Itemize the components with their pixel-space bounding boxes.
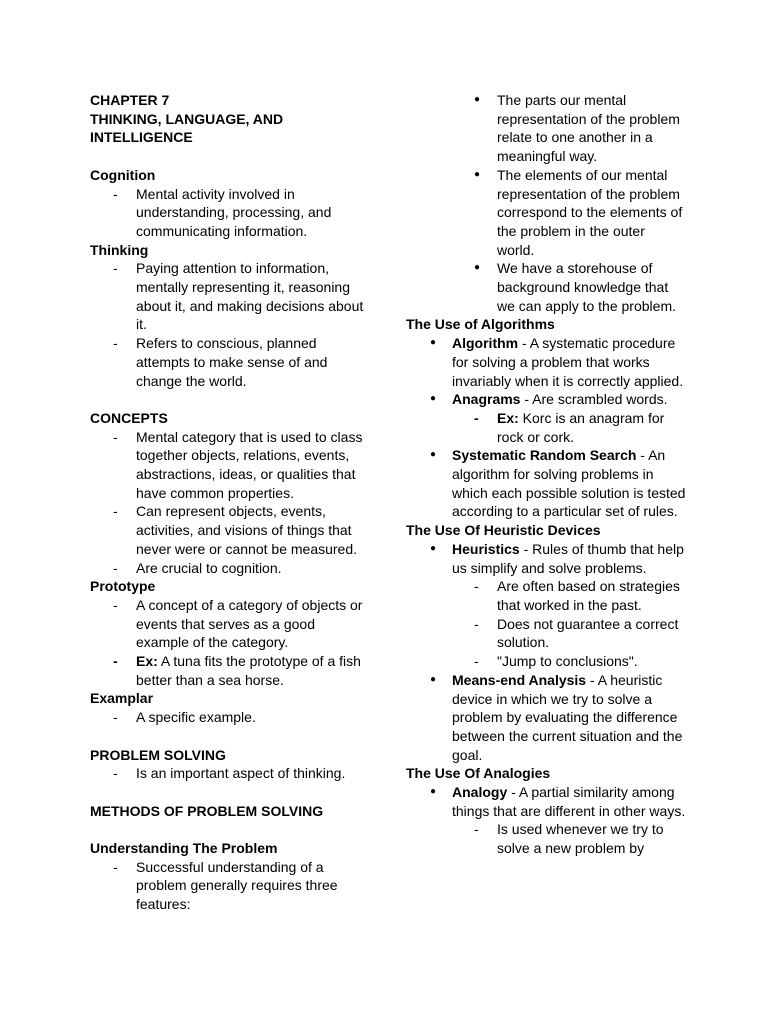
list-item (90, 559, 370, 578)
item-text: Mental activity involved in understanding, processing, and communicating information. (136, 185, 332, 239)
example-label: Ex: (136, 653, 158, 670)
term-systematic-random-search: Systematic Random Search (452, 447, 637, 464)
spacer (90, 147, 370, 166)
bullet-marker: ● (474, 168, 481, 180)
spacer (90, 820, 370, 839)
heading-algorithms: The Use of Algorithms (406, 316, 555, 333)
dash-marker: - (113, 709, 118, 726)
heading-heuristics: The Use Of Heuristic Devices (406, 522, 601, 539)
list-item (406, 671, 686, 765)
item-text: "Jump to conclusions". (497, 653, 638, 670)
spacer (90, 783, 370, 802)
list-item-example (406, 409, 686, 446)
dash-marker: - (113, 185, 118, 202)
list-item (406, 615, 686, 652)
list-item (406, 91, 686, 166)
bullet-marker: ● (430, 542, 437, 554)
item-text: A concept of a category of objects or events that serves as a good example of the category. (136, 596, 363, 651)
list-item (90, 185, 370, 241)
list-item (406, 540, 686, 577)
dash-marker: - (113, 428, 118, 445)
item-text: Are often based on strategies that worked in the past. (497, 578, 680, 613)
list-item (406, 652, 686, 671)
bullet-marker: ● (430, 786, 437, 798)
list-item (406, 820, 686, 857)
bullet-marker: ● (430, 337, 437, 349)
item-text: We have a storehouse of background knowledge that we can apply to the problem. (497, 260, 676, 314)
list-item (90, 764, 370, 783)
term-definition: - A systematic procedure for solving a problem that works invariably when it is correctly applied. (452, 335, 684, 389)
right-column (406, 91, 686, 858)
dash-marker: - (113, 260, 118, 277)
term-definition: - Rules of thumb that help us simplify and solve problems. (452, 540, 684, 576)
term-definition: - Are scrambled words. (520, 391, 668, 408)
chapter-title-line-2: INTELLIGENCE (90, 129, 193, 146)
dash-marker: - (474, 653, 479, 670)
bullet-marker: ● (430, 449, 437, 461)
dash-marker: - (474, 578, 479, 595)
list-item (90, 502, 370, 558)
bullet-marker: ● (430, 673, 437, 685)
list-item (90, 334, 370, 390)
dash-marker: - (113, 335, 118, 352)
left-column (90, 91, 370, 914)
term-means-end-analysis: Means-end Analysis (452, 671, 587, 688)
heading-examplar: Examplar (90, 690, 154, 707)
example-label: Ex: (497, 409, 519, 426)
item-text: Refers to conscious, planned attempts to make sense of and change the world. (136, 335, 328, 389)
item-text: Paying attention to information, mentally representing it, reasoning about it, and making decisions about it. (136, 260, 364, 333)
heading-thinking: Thinking (90, 241, 149, 258)
dash-marker: - (113, 653, 118, 670)
dash-marker: - (474, 615, 479, 632)
term-analogy: Analogy (452, 784, 508, 801)
item-text: Is used whenever we try to solve a new problem by (497, 821, 664, 857)
dash-marker: - (474, 821, 479, 838)
list-item (90, 596, 370, 652)
spacer (90, 727, 370, 746)
item-text: Mental category that is used to class together objects, relations, events, abstractions, ideas, or qualities that have common properties. (136, 428, 363, 501)
bullet-marker: ● (474, 262, 481, 274)
list-item (406, 166, 686, 260)
term-definition: - An algorithm for solving problems in which each possible solution is tested according to a particular set of rules. (452, 447, 686, 520)
list-item (406, 577, 686, 614)
heading-understanding: Understanding The Problem (90, 840, 278, 857)
heading-concepts: CONCEPTS (90, 409, 168, 426)
heading-methods: METHODS OF PROBLEM SOLVING (90, 802, 324, 819)
list-item (406, 390, 686, 409)
bullet-marker: ● (430, 393, 437, 405)
term-anagrams: Anagrams (452, 391, 521, 408)
example-text: A tuna fits the prototype of a fish better than a sea horse. (136, 653, 361, 688)
item-text: Does not guarantee a correct solution. (497, 615, 679, 651)
list-item (90, 259, 370, 334)
term-heuristics: Heuristics (452, 540, 520, 557)
term-definition: - A partial similarity among things that are different in other ways. (452, 784, 686, 819)
item-text: The elements of our mental representation of the problem correspond to the elements of the problem in the outer world. (497, 166, 683, 258)
dash-marker: - (474, 409, 479, 426)
item-text: A specific example. (136, 709, 256, 726)
item-text: Is an important aspect of thinking. (136, 765, 346, 782)
bullet-marker: ● (474, 94, 481, 105)
list-item (90, 428, 370, 503)
list-item (90, 708, 370, 727)
chapter-title-line-1: THINKING, LANGUAGE, AND (90, 110, 284, 127)
spacer (90, 390, 370, 409)
item-text: Can represent objects, events, activities, and visions of things that never were or cannot be measured. (136, 503, 358, 557)
dash-marker: - (113, 596, 118, 613)
heading-prototype: Prototype (90, 578, 156, 595)
list-item (406, 259, 686, 315)
example-text: Korc is an anagram for rock or cork. (497, 409, 665, 445)
term-algorithm: Algorithm (452, 335, 519, 352)
list-item (406, 783, 686, 820)
item-text: Are crucial to cognition. (136, 559, 282, 576)
list-item (406, 446, 686, 521)
term-definition: - A heuristic device in which we try to solve a problem by evaluating the difference between the current situation and the goal. (452, 671, 683, 763)
chapter-number: CHAPTER 7 (90, 92, 170, 108)
list-item (90, 858, 370, 914)
dash-marker: - (113, 765, 118, 782)
list-item (406, 334, 686, 390)
item-text: Successful understanding of a problem generally requires three features: (136, 858, 338, 913)
heading-problem-solving: PROBLEM SOLVING (90, 746, 226, 763)
list-item-example (90, 652, 370, 689)
dash-marker: - (113, 559, 118, 576)
item-text: The parts our mental representation of the problem relate to one another in a meaningful way. (497, 92, 680, 165)
heading-cognition: Cognition (90, 166, 156, 183)
heading-analogies: The Use Of Analogies (406, 765, 551, 782)
dash-marker: - (113, 858, 118, 875)
dash-marker: - (113, 503, 118, 520)
